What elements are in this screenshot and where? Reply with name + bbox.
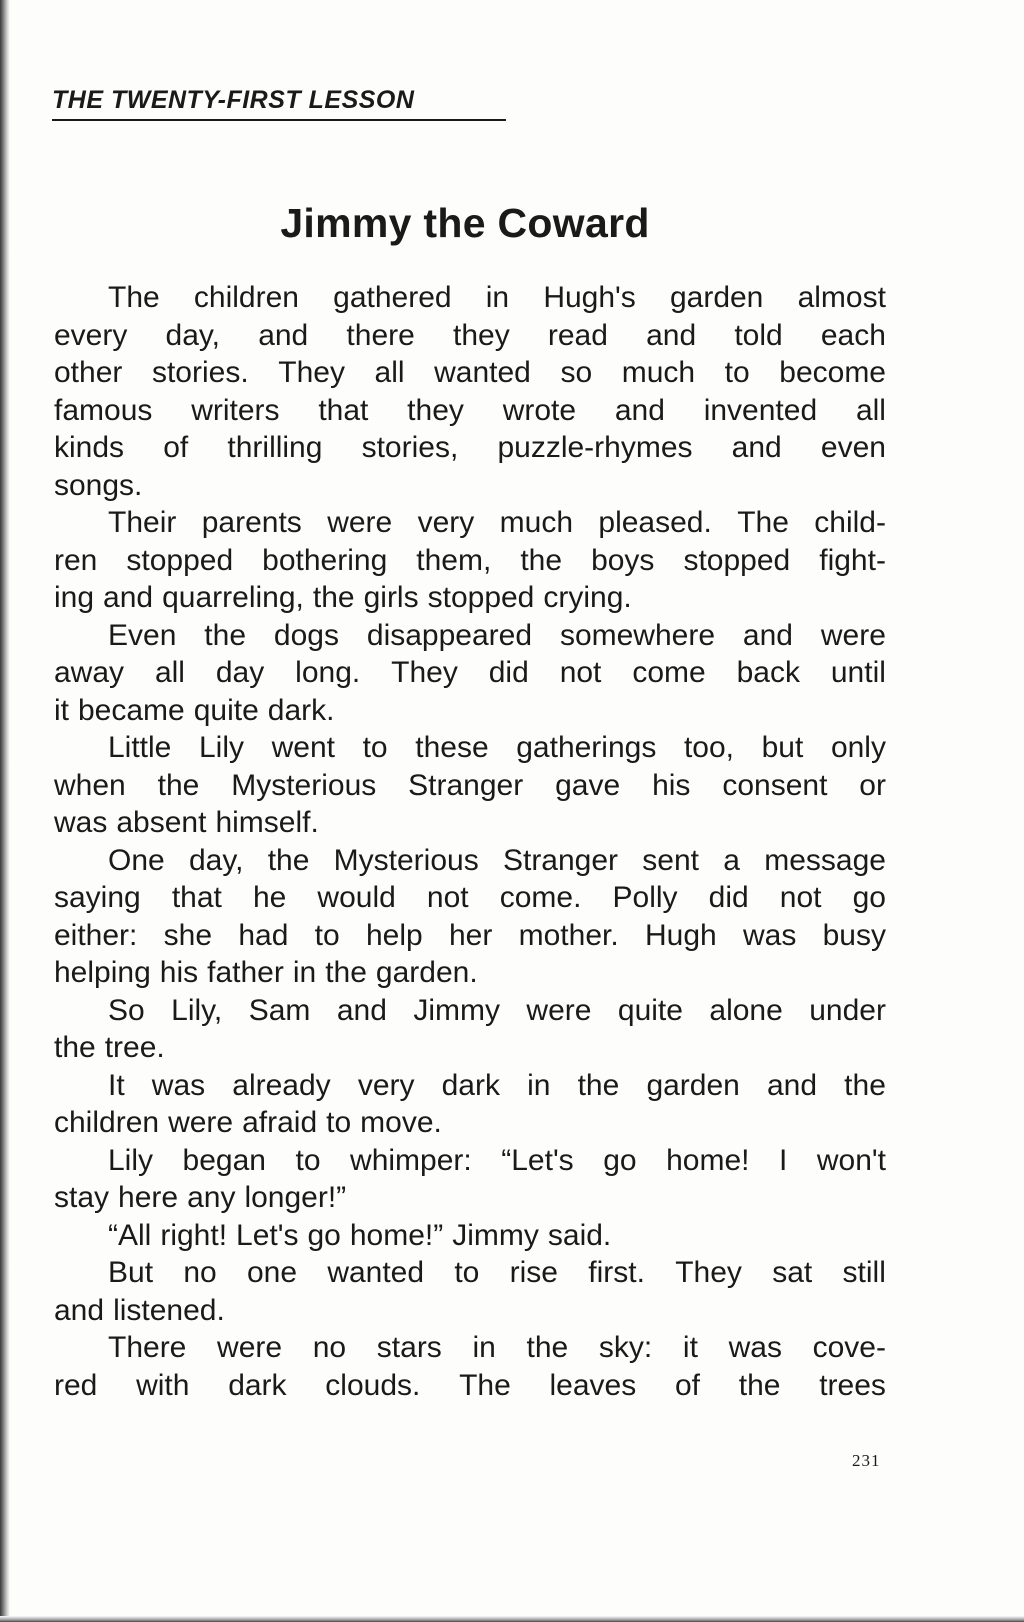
text-line — [54, 842, 886, 880]
word: leaves — [549, 1368, 637, 1402]
word: won't — [816, 1143, 886, 1177]
word: with — [136, 1368, 190, 1402]
word: the — [312, 581, 355, 614]
word: all — [374, 356, 405, 389]
word: of — [674, 1368, 700, 1402]
word: not — [559, 656, 602, 689]
word: they — [407, 393, 464, 427]
word: ren — [54, 543, 98, 577]
word: no — [183, 1256, 217, 1289]
word: dark — [228, 1368, 287, 1402]
word: so — [560, 356, 593, 389]
word: puzzle-rhymes — [497, 431, 693, 464]
word: too, — [683, 731, 734, 764]
word: her — [448, 918, 493, 952]
word: longer!” — [244, 1181, 347, 1214]
word: crying. — [543, 581, 632, 614]
word: rise — [509, 1256, 558, 1289]
word: One — [108, 843, 165, 877]
text-line — [54, 804, 886, 842]
word: writers — [191, 393, 280, 427]
word: Stranger — [408, 768, 524, 802]
word: even — [820, 431, 886, 464]
word: in — [292, 956, 317, 989]
word: the — [844, 1068, 886, 1102]
word: day — [215, 656, 265, 689]
word: to — [314, 918, 340, 952]
word: them, — [416, 543, 492, 577]
text-line — [54, 429, 886, 467]
word: away — [54, 656, 125, 689]
word: stopped — [126, 543, 234, 577]
word: was — [742, 918, 797, 952]
word: tree. — [104, 1031, 165, 1064]
word: but — [761, 731, 804, 764]
text-line — [54, 1104, 886, 1142]
word: disappeared — [366, 618, 533, 652]
word: garden — [646, 1068, 740, 1102]
word: Lily, — [171, 993, 223, 1027]
word: go — [307, 1218, 341, 1252]
word: no — [312, 1331, 347, 1364]
word: to — [295, 1143, 321, 1177]
word: still — [842, 1256, 886, 1289]
text-line — [54, 1254, 886, 1292]
word: it — [682, 1331, 698, 1364]
word: until — [830, 656, 886, 689]
word: his — [159, 956, 199, 989]
word: would — [317, 881, 396, 914]
word: each — [820, 318, 886, 352]
word: invented — [703, 393, 818, 427]
word: go — [852, 881, 886, 914]
word: stay — [54, 1181, 110, 1214]
word: already — [232, 1068, 331, 1102]
word: the — [577, 1068, 620, 1102]
word: Polly — [612, 881, 678, 914]
word: Hugh — [644, 918, 717, 952]
word: quarreling, — [162, 581, 304, 614]
word: cove- — [812, 1331, 886, 1364]
word: songs. — [54, 468, 143, 502]
word: home! — [666, 1143, 750, 1177]
word: So — [108, 993, 145, 1027]
word: child- — [814, 506, 886, 539]
word: come — [632, 656, 706, 689]
text-line — [54, 317, 886, 355]
word: Stranger — [502, 843, 619, 877]
word: the — [738, 1368, 781, 1402]
word: and — [614, 393, 665, 427]
word: garden. — [375, 956, 478, 989]
word: dark. — [267, 693, 335, 727]
word: fight- — [819, 543, 886, 577]
word: first. — [588, 1256, 645, 1289]
word: help — [365, 918, 423, 952]
word: or — [859, 768, 886, 802]
word: children — [54, 1106, 160, 1139]
word: Lily — [108, 1143, 154, 1177]
word: message — [764, 843, 886, 877]
word: were — [217, 1331, 283, 1364]
word: he — [252, 881, 287, 914]
word: almost — [797, 281, 886, 314]
word: a — [723, 843, 740, 877]
word: any — [187, 1181, 236, 1214]
word: was — [151, 1068, 206, 1102]
word: mother. — [518, 918, 619, 952]
word: and — [54, 1293, 105, 1327]
word: stopped — [427, 581, 535, 614]
word: day, — [165, 318, 221, 352]
word: whimper: — [350, 1143, 472, 1177]
word: somewhere — [559, 618, 716, 652]
word: Sam — [248, 993, 311, 1027]
text-line — [54, 1329, 886, 1367]
word: was — [54, 806, 108, 839]
word: and — [731, 431, 782, 464]
word: But — [108, 1256, 154, 1289]
word: did — [708, 881, 749, 914]
word: the — [204, 618, 247, 652]
word: “Let's — [501, 1143, 574, 1177]
word: said. — [547, 1218, 612, 1252]
word: did — [488, 656, 529, 689]
running-head: THE TWENTY-FIRST LESSON — [52, 86, 506, 121]
word: girls — [363, 581, 419, 614]
word: “All — [108, 1218, 152, 1252]
word: that — [318, 393, 369, 427]
word: stories. — [151, 356, 249, 389]
word: his — [652, 768, 691, 802]
word: began — [182, 1143, 266, 1177]
word: had — [238, 918, 289, 952]
word: They — [391, 656, 458, 689]
text-line — [54, 1179, 886, 1217]
word: wanted — [434, 356, 531, 389]
word: very — [417, 506, 475, 539]
word: Jimmy — [452, 1218, 539, 1252]
word: Lily — [198, 731, 244, 764]
word: Mysterious — [231, 768, 377, 802]
word: sky: — [598, 1331, 653, 1364]
word: became — [78, 693, 185, 727]
book-bottom-edge — [0, 1616, 1024, 1622]
word: and — [336, 993, 387, 1027]
word: and — [742, 618, 793, 652]
word: boys — [591, 543, 655, 577]
word: Little — [108, 731, 172, 764]
text-line — [54, 392, 886, 430]
word: There — [108, 1331, 187, 1364]
word: to — [326, 1106, 352, 1139]
word: right! — [160, 1218, 228, 1252]
word: parents — [201, 506, 302, 539]
word: wrote — [502, 393, 577, 427]
word: and — [766, 1068, 818, 1102]
word: to — [454, 1256, 480, 1289]
text-line — [54, 579, 886, 617]
word: red — [54, 1368, 98, 1402]
text-line — [54, 729, 886, 767]
word: sent — [642, 843, 700, 877]
word: every — [54, 318, 128, 352]
word: back — [736, 656, 800, 689]
word: home!” — [349, 1218, 444, 1252]
word: to — [724, 356, 750, 389]
word: not — [779, 881, 822, 914]
word: they — [452, 318, 510, 352]
word: children — [193, 281, 299, 314]
word: were — [327, 506, 393, 539]
word: very — [357, 1068, 415, 1102]
text-line — [54, 954, 886, 992]
word: quite — [193, 693, 259, 727]
word: Hugh's — [543, 281, 636, 314]
word: gave — [555, 768, 621, 802]
word: garden — [669, 281, 764, 314]
word: not — [426, 881, 469, 914]
body-text — [54, 279, 886, 1404]
text-line — [54, 617, 886, 655]
word: that — [171, 881, 222, 914]
text-line — [54, 917, 886, 955]
word: were — [168, 1106, 234, 1139]
word: she — [163, 918, 213, 952]
word: listened. — [113, 1293, 225, 1327]
word: the — [520, 543, 563, 577]
word: thrilling — [227, 431, 323, 464]
word: one — [246, 1256, 298, 1289]
word: all — [154, 656, 185, 689]
word: these — [415, 731, 489, 764]
text-line — [54, 1292, 886, 1330]
word: They — [675, 1256, 742, 1289]
text-line — [54, 279, 886, 317]
word: Let's — [236, 1218, 299, 1252]
text-line — [54, 1217, 886, 1255]
text-line — [54, 992, 886, 1030]
word: afraid — [242, 1106, 318, 1139]
word: famous — [54, 393, 153, 427]
text-line — [54, 654, 886, 692]
word: was — [728, 1331, 782, 1364]
word: much — [499, 506, 574, 539]
word: clouds. — [325, 1368, 421, 1402]
word: either: — [54, 918, 138, 952]
word: the — [526, 1331, 569, 1364]
word: dogs — [273, 618, 339, 652]
word: They — [278, 356, 345, 389]
word: much — [621, 356, 696, 389]
word: helping — [54, 956, 151, 989]
word: gatherings — [516, 731, 657, 764]
word: day, — [188, 843, 244, 877]
word: gathered — [333, 281, 452, 314]
word: the — [54, 1031, 96, 1064]
word: The — [108, 281, 160, 314]
word: stories, — [361, 431, 459, 464]
word: and — [646, 318, 697, 352]
word: in — [485, 281, 510, 314]
word: read — [547, 318, 608, 352]
word: were — [820, 618, 886, 652]
word: and — [103, 581, 154, 614]
text-line — [54, 879, 886, 917]
page-number: 231 — [852, 1451, 881, 1470]
word: in — [527, 1068, 551, 1102]
text-line — [54, 467, 886, 505]
word: come. — [499, 881, 582, 914]
word: sat — [772, 1256, 813, 1289]
word: under — [809, 993, 886, 1027]
word: alone — [709, 993, 783, 1027]
word: himself. — [215, 806, 319, 839]
word: become — [779, 356, 886, 389]
text-line — [54, 1367, 886, 1405]
chapter-title: Jimmy the Coward — [280, 200, 650, 246]
text-line — [54, 692, 886, 730]
word: went — [271, 731, 335, 764]
word: father — [207, 956, 284, 989]
word: wanted — [327, 1256, 425, 1289]
word: quite — [617, 993, 683, 1027]
word: when — [54, 768, 126, 802]
word: told — [734, 318, 783, 352]
word: move. — [360, 1106, 442, 1139]
word: saying — [54, 881, 141, 914]
word: and — [258, 318, 309, 352]
word: stars — [376, 1331, 442, 1364]
text-line — [54, 1142, 886, 1180]
word: Even — [108, 618, 177, 652]
text-line — [54, 542, 886, 580]
word: in — [472, 1331, 496, 1364]
word: all — [855, 393, 886, 427]
word: Jimmy — [413, 993, 500, 1027]
word: only — [830, 731, 886, 764]
text-line — [54, 1067, 886, 1105]
word: consent — [722, 768, 828, 802]
word: It — [108, 1068, 125, 1102]
word: other — [54, 356, 123, 389]
word: were — [526, 993, 592, 1027]
word: go — [603, 1143, 637, 1177]
word: the — [325, 956, 367, 989]
word: of — [163, 431, 189, 464]
word: the — [157, 768, 200, 802]
word: Their — [108, 506, 177, 539]
word: Mysterious — [333, 843, 479, 877]
text-line — [54, 767, 886, 805]
word: I — [778, 1143, 788, 1177]
word: dark — [441, 1068, 500, 1102]
text-line — [54, 354, 886, 392]
word: pleased. — [598, 506, 712, 539]
word: there — [346, 318, 415, 352]
word: kinds — [54, 431, 125, 464]
word: trees — [819, 1368, 886, 1402]
word: bothering — [262, 543, 388, 577]
text-line — [54, 504, 886, 542]
word: it — [54, 693, 69, 727]
word: to — [362, 731, 388, 764]
word: The — [737, 506, 789, 539]
text-line — [54, 1029, 886, 1067]
word: The — [459, 1368, 511, 1402]
word: stopped — [683, 543, 791, 577]
word: long. — [295, 656, 361, 689]
word: here — [118, 1181, 179, 1214]
word: absent — [116, 806, 207, 839]
word: the — [267, 843, 310, 877]
word: busy — [822, 918, 886, 952]
word: ing — [54, 581, 95, 614]
